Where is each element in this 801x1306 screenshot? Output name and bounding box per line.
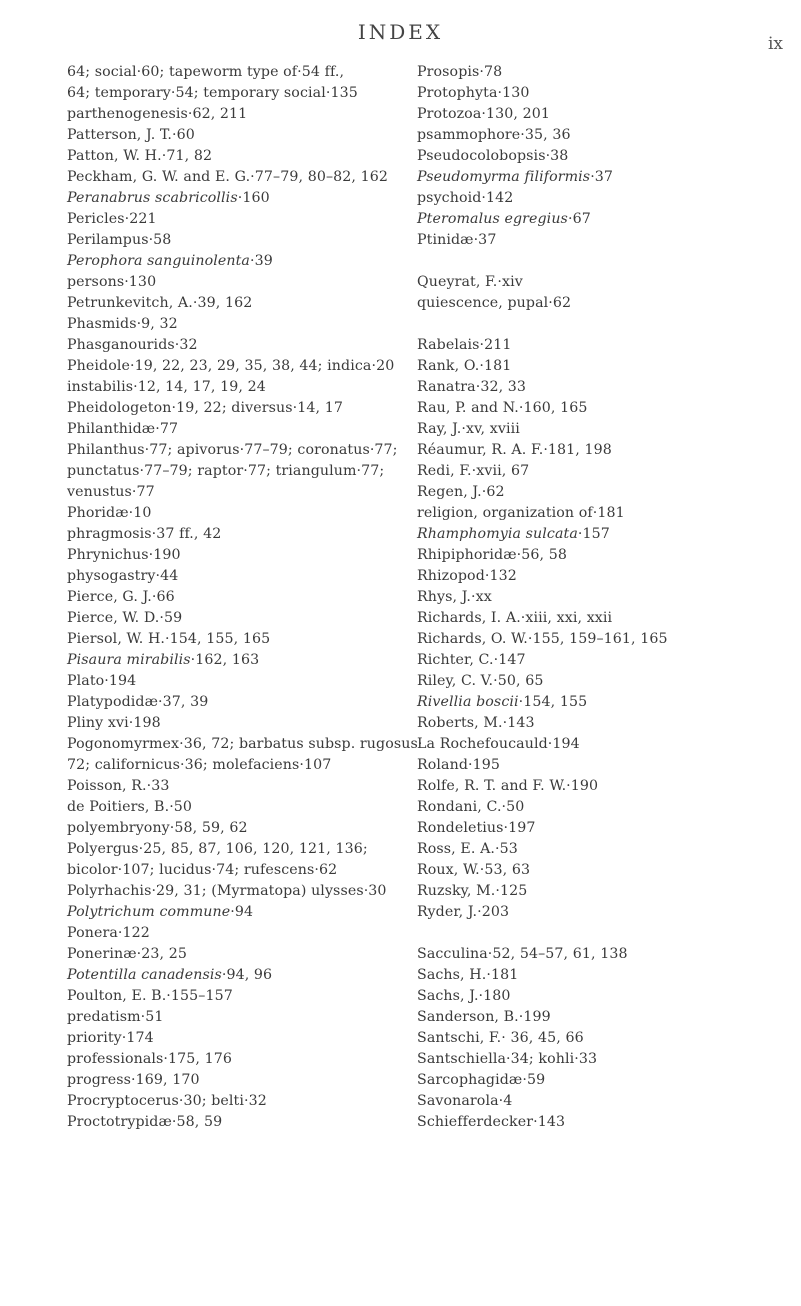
index-entry: professionals·175, 176 [67, 1051, 232, 1067]
index-entry: Rondani, C.·50 [417, 799, 525, 815]
index-entry: Richards, I. A.·xiii, xxi, xxii [417, 610, 613, 626]
index-entry: Santschiella·34; kohli·33 [417, 1051, 598, 1067]
index-entry: Poisson, R.·33 [67, 778, 170, 794]
index-entry: Ranatra·32, 33 [417, 379, 527, 395]
index-entry: phragmosis·37 ff., 42 [67, 526, 222, 542]
index-entry: Potentilla canadensis·94, 96 [67, 967, 273, 983]
index-entry: Polyrhachis·29, 31; (Myrmatopa) ulysses·30 [67, 883, 387, 899]
index-entry: Regen, J.·62 [417, 484, 505, 500]
index-entry: Rondeletius·197 [417, 820, 536, 836]
index-entry: La Rochefoucauld·194 [417, 736, 580, 752]
index-title: INDEX [357, 20, 444, 44]
index-entry: Ross, E. A.·53 [417, 841, 518, 857]
index-entry: Sachs, H.·181 [417, 967, 519, 983]
page-number: ix [767, 34, 783, 54]
index-entry: Peranabrus scabricollis·160 [67, 190, 270, 206]
index-entry: Ptinidæ·37 [417, 232, 497, 248]
index-entry: Pierce, W. D.·59 [67, 610, 183, 626]
index-entry: Protozoa·130, 201 [417, 106, 550, 122]
index-entry: Pliny xvi·198 [67, 715, 161, 731]
index-entry: quiescence, pupal·62 [417, 295, 572, 311]
index-entry: Redi, F.·xvii, 67 [417, 463, 530, 479]
index-entry: Roberts, M.·143 [417, 715, 535, 731]
index-entry: Ryder, J.·203 [417, 904, 510, 920]
page-header [0, 20, 801, 54]
index-entry: Poulton, E. B.·155–157 [67, 988, 233, 1004]
index-entry: Phrynichus·190 [67, 547, 181, 563]
index-entry: Pierce, G. J.·66 [67, 589, 175, 605]
index-entry: Sachs, J.·180 [417, 988, 511, 1004]
index-entry: polyembryony·58, 59, 62 [67, 820, 248, 836]
index-entry: Perophora sanguinolenta·39 [67, 253, 273, 269]
index-entry: Pseudomyrma filiformis·37 [417, 169, 614, 185]
index-entry [417, 923, 785, 944]
index-entry: Polyergus·25, 85, 87, 106, 120, 121, 136; [67, 841, 368, 857]
index-entry: Rolfe, R. T. and F. W.·190 [417, 778, 599, 794]
index-entry: venustus·77 [67, 484, 155, 500]
index-entry: Roux, W.·53, 63 [417, 862, 531, 878]
index-entry: Rau, P. and N.·160, 165 [417, 400, 588, 416]
index-entry: Pheidologeton·19, 22; diversus·14, 17 [67, 400, 343, 416]
index-entry: Richter, C.·147 [417, 652, 526, 668]
index-entry: Plato·194 [67, 673, 137, 689]
index-entry: 64; temporary·54; temporary social·135 [67, 85, 358, 101]
index-entry: Réaumur, R. A. F.·181, 198 [417, 442, 612, 458]
index-entry: parthenogenesis·62, 211 [67, 106, 248, 122]
index-entry: persons·130 [67, 274, 157, 290]
index-entry: religion, organization of·181 [417, 505, 625, 521]
index-entry: Perilampus·58 [67, 232, 172, 248]
index-entry: Ray, J.·xv, xviii [417, 421, 520, 437]
index-entry: Rhipiphoridæ·56, 58 [417, 547, 568, 563]
index-entry: Rhamphomyia sulcata·157 [417, 526, 610, 542]
index-entry: 64; social·60; tapeworm type of·54 ff., [67, 64, 345, 80]
index-entry: Savonarola·4 [417, 1093, 513, 1109]
index-entry: Queyrat, F.·xiv [417, 274, 523, 290]
index-entry: punctatus·77–79; raptor·77; triangulum·77; [67, 463, 385, 479]
index-entry: Pogonomyrmex·36, 72; barbatus subsp. rugosus· [67, 736, 423, 752]
index-entry: Rhizopod·132 [417, 568, 517, 584]
index-entry: Pericles·221 [67, 211, 157, 227]
index-entry [417, 314, 785, 335]
index-entry: psammophore·35, 36 [417, 127, 571, 143]
index-entry [417, 251, 785, 272]
index-entry: Prosopis·78 [417, 64, 503, 80]
index-entry: Piersol, W. H.·154, 155, 165 [67, 631, 271, 647]
index-entry: Schiefferdecker·143 [417, 1114, 566, 1130]
index-entry: de Poitiers, B.·50 [67, 799, 193, 815]
left-index-column [67, 62, 423, 1133]
index-entry: Ponerinæ·23, 25 [67, 946, 187, 962]
index-entry: Rhys, J.·xx [417, 589, 492, 605]
index-entry: priority·174 [67, 1030, 154, 1046]
index-entry: Pteromalus egregius·67 [417, 211, 591, 227]
index-entry: Patton, W. H.·71, 82 [67, 148, 213, 164]
index-entry: Ponera·122 [67, 925, 150, 941]
index-entry: Rivellia boscii·154, 155 [417, 694, 588, 710]
index-entry: bicolor·107; lucidus·74; rufescens·62 [67, 862, 338, 878]
index-entry: 72; californicus·36; molefaciens·107 [67, 757, 332, 773]
index-entry: Pisaura mirabilis·162, 163 [67, 652, 260, 668]
index-entry: Richards, O. W.·155, 159–161, 165 [417, 631, 668, 647]
index-entry: physogastry·44 [67, 568, 179, 584]
index-entry: Patterson, J. T.·60 [67, 127, 195, 143]
index-entry: Rank, O.·181 [417, 358, 512, 374]
index-entry: Petrunkevitch, A.·39, 162 [67, 295, 253, 311]
index-entry: instabilis·12, 14, 17, 19, 24 [67, 379, 266, 395]
index-entry: Riley, C. V.·50, 65 [417, 673, 544, 689]
index-entry: progress·169, 170 [67, 1072, 200, 1088]
index-entry: Peckham, G. W. and E. G.·77–79, 80–82, 162 [67, 169, 389, 185]
right-index-column [417, 62, 785, 1133]
index-entry: Polytrichum commune·94 [67, 904, 254, 920]
index-entry: Rabelais·211 [417, 337, 512, 353]
index-entry: Phoridæ·10 [67, 505, 152, 521]
index-entry: Roland·195 [417, 757, 501, 773]
index-entry: Protophyta·130 [417, 85, 530, 101]
index-entry: Proctotrypidæ·58, 59 [67, 1114, 223, 1130]
index-entry: Procryptocerus·30; belti·32 [67, 1093, 267, 1109]
index-entry: Phasmids·9, 32 [67, 316, 178, 332]
index-entry: Platypodidæ·37, 39 [67, 694, 209, 710]
index-entry: Philanthus·77; apivorus·77–79; coronatus·77; [67, 442, 398, 458]
index-entry: Santschi, F.· 36, 45, 66 [417, 1030, 584, 1046]
index-entry: Phasganourids·32 [67, 337, 198, 353]
index-entry: predatism·51 [67, 1009, 164, 1025]
index-entry: Pheidole·19, 22, 23, 29, 35, 38, 44; indica·20 [67, 358, 395, 374]
index-entry: Pseudocolobopsis·38 [417, 148, 569, 164]
index-entry: Sanderson, B.·199 [417, 1009, 551, 1025]
index-entry: Sacculina·52, 54–57, 61, 138 [417, 946, 628, 962]
index-entry: psychoid·142 [417, 190, 514, 206]
index-entry: Philanthidæ·77 [67, 421, 179, 437]
index-entry: Sarcophagidæ·59 [417, 1072, 546, 1088]
index-entry: Ruzsky, M.·125 [417, 883, 528, 899]
